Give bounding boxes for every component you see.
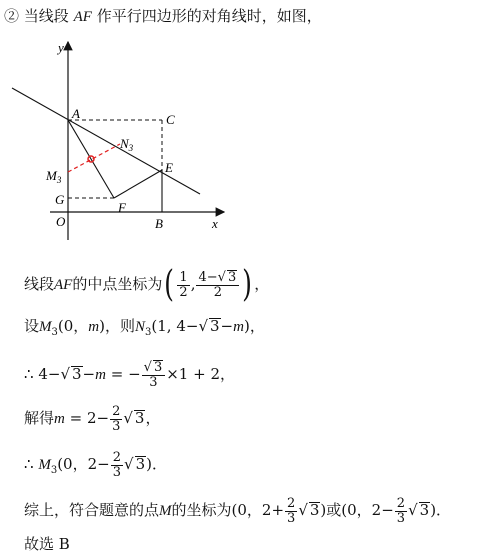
label-F: F bbox=[118, 200, 126, 215]
label-x: x bbox=[212, 216, 218, 231]
label-M3: $M_3$ bbox=[46, 168, 62, 185]
label-G: G bbox=[55, 192, 65, 207]
geometry-figure bbox=[0, 30, 240, 250]
answer-choice: 故选 B bbox=[24, 535, 70, 553]
step-summary: 综上，符合题意的点M的坐标为(0，2+ $\frac{2}{3}$ √ 3)或(0，2− $\frac{2}{3}$ √ 3)． bbox=[24, 495, 452, 526]
heading bbox=[4, 6, 322, 27]
segment-A-F bbox=[68, 120, 114, 198]
label-B: B bbox=[155, 216, 163, 231]
label-A: A bbox=[72, 106, 80, 121]
label-y: y bbox=[58, 40, 64, 55]
label-O: O bbox=[56, 214, 66, 229]
line-through-A-E bbox=[12, 88, 200, 194]
label-E: E bbox=[165, 160, 173, 175]
step-equation: ∴ 4−√ 3−m = − $\frac{√ 3}{3}$ ×1 + 2， bbox=[24, 360, 235, 390]
label-N3: $N_3$ bbox=[120, 136, 134, 153]
step-solve-m: 解得m = 2− $\frac{2}{3}$ √ 3， bbox=[24, 403, 161, 434]
heading-text-after: 作平行四边形的对角线时，如图， bbox=[96, 7, 322, 25]
circled-number-marker: ② bbox=[4, 7, 20, 25]
segment-label: AF bbox=[73, 9, 92, 25]
label-C: C bbox=[166, 112, 175, 127]
segment-F-E bbox=[114, 170, 162, 198]
step-set-M3: 设$M_3(0$，m)，则$N_3(1$, 4−√ 3−m)， bbox=[24, 317, 265, 338]
step-midpoint: 线段AF的中点坐标为( $\frac{1}{2}$ , $\frac{4-√ 3}{2}$ ) ， bbox=[24, 264, 270, 305]
heading-text-before: 当线段 bbox=[23, 7, 69, 25]
step-M3-coord: ∴ $M_3(0$，2− $\frac{2}{3}$ √ 3)． bbox=[24, 449, 167, 480]
